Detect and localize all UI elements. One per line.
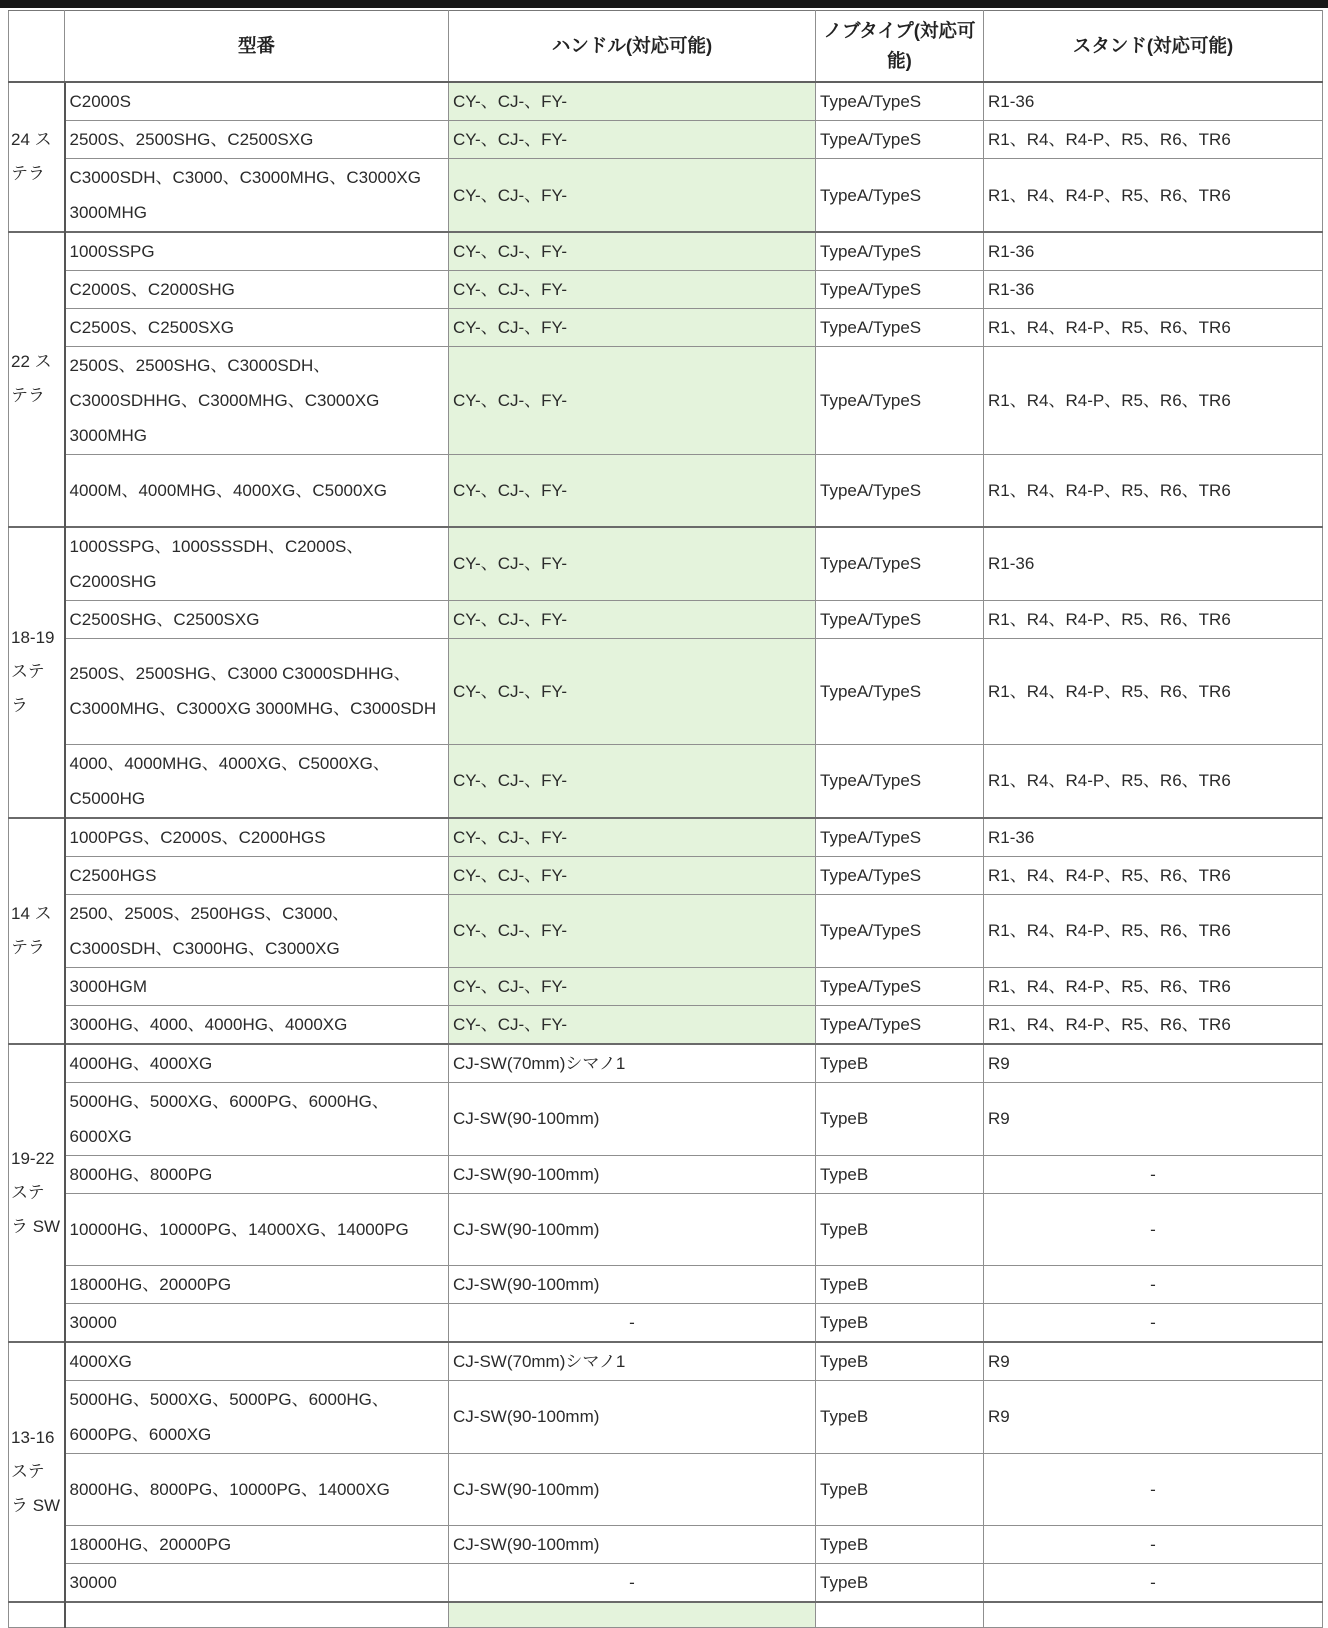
stand-cell: R1-36 <box>984 271 1323 309</box>
handle-cell: CY-、CJ-、FY- <box>449 638 816 744</box>
knob-cell: TypeA/TypeS <box>816 82 984 121</box>
model-cell: 2500S、2500SHG、C2500SXG <box>65 121 449 159</box>
model-cell: 8000HG、8000PG、10000PG、14000XG <box>65 1453 449 1525</box>
handle-cell: CY-、CJ-、FY- <box>449 967 816 1005</box>
stand-cell: - <box>984 1265 1323 1303</box>
stand-cell: R1、R4、R4-P、R5、R6、TR6 <box>984 159 1323 233</box>
handle-cell: - <box>449 1303 816 1342</box>
model-cell: 2500S、2500SHG、C3000SDH、C3000SDHHG、C3000MHG、C3000XG 3000MHG <box>65 347 449 455</box>
knob-cell: TypeA/TypeS <box>816 527 984 601</box>
knob-cell: TypeB <box>816 1563 984 1602</box>
knob-cell: TypeB <box>816 1082 984 1155</box>
table-row <box>9 527 1323 601</box>
model-cell: 2500S、2500SHG、C3000 C3000SDHHG、C3000MHG、C3000XG 3000MHG、C3000SDH <box>65 638 449 744</box>
handle-cell: CY-、CJ-、FY- <box>449 600 816 638</box>
table-row <box>9 638 1323 744</box>
table-row <box>9 967 1323 1005</box>
handle-cell: - <box>449 1563 816 1602</box>
table-row <box>9 856 1323 894</box>
knob-cell: TypeA/TypeS <box>816 121 984 159</box>
handle-cell <box>449 1602 816 1628</box>
table-row <box>9 744 1323 818</box>
model-cell: 4000、4000MHG、4000XG、C5000XG、C5000HG <box>65 744 449 818</box>
model-cell: 1000SSPG、1000SSSDH、C2000S、C2000SHG <box>65 527 449 601</box>
model-cell: 18000HG、20000PG <box>65 1525 449 1563</box>
handle-cell: CY-、CJ-、FY- <box>449 232 816 271</box>
knob-cell: TypeB <box>816 1265 984 1303</box>
model-cell: C3000SDH、C3000、C3000MHG、C3000XG 3000MHG <box>65 159 449 233</box>
stand-cell: - <box>984 1193 1323 1265</box>
model-cell: 4000HG、4000XG <box>65 1044 449 1083</box>
handle-cell: CY-、CJ-、FY- <box>449 856 816 894</box>
table-row <box>9 1044 1323 1083</box>
model-cell: 10000HG、10000PG、14000XG、14000PG <box>65 1193 449 1265</box>
model-cell: C2000S <box>65 82 449 121</box>
table-row <box>9 82 1323 121</box>
stand-cell: R1-36 <box>984 527 1323 601</box>
handle-cell: CY-、CJ-、FY- <box>449 527 816 601</box>
model-cell: 3000HGM <box>65 967 449 1005</box>
handle-cell: CJ-SW(90-100mm) <box>449 1193 816 1265</box>
model-cell: 1000SSPG <box>65 232 449 271</box>
stand-cell: - <box>984 1303 1323 1342</box>
model-cell <box>65 1602 449 1628</box>
knob-cell: TypeA/TypeS <box>816 894 984 967</box>
stand-cell: R1、R4、R4-P、R5、R6、TR6 <box>984 894 1323 967</box>
knob-cell: TypeA/TypeS <box>816 455 984 527</box>
handle-cell: CY-、CJ-、FY- <box>449 159 816 233</box>
table-row <box>9 271 1323 309</box>
knob-cell: TypeA/TypeS <box>816 309 984 347</box>
knob-cell: TypeA/TypeS <box>816 967 984 1005</box>
handle-cell: CY-、CJ-、FY- <box>449 347 816 455</box>
model-cell: 5000HG、5000XG、5000PG、6000HG、6000PG、6000XG <box>65 1380 449 1453</box>
table-row <box>9 1005 1323 1044</box>
group-label-cell <box>9 1602 65 1628</box>
model-cell: 18000HG、20000PG <box>65 1265 449 1303</box>
table-header <box>9 11 1323 83</box>
knob-cell: TypeA/TypeS <box>816 744 984 818</box>
handle-cell: CY-、CJ-、FY- <box>449 818 816 857</box>
table-row-cutoff <box>9 1602 1323 1628</box>
knob-cell: TypeA/TypeS <box>816 818 984 857</box>
model-cell: C2500HGS <box>65 856 449 894</box>
stand-cell: R9 <box>984 1342 1323 1381</box>
table-body <box>9 82 1323 1628</box>
table-row <box>9 1303 1323 1342</box>
model-cell: 1000PGS、C2000S、C2000HGS <box>65 818 449 857</box>
header-group-cell <box>9 11 65 83</box>
model-cell: C2500S、C2500SXG <box>65 309 449 347</box>
stand-cell: R1-36 <box>984 82 1323 121</box>
model-cell: C2500SHG、C2500SXG <box>65 600 449 638</box>
stand-cell: R1、R4、R4-P、R5、R6、TR6 <box>984 638 1323 744</box>
handle-cell: CY-、CJ-、FY- <box>449 271 816 309</box>
knob-cell: TypeB <box>816 1303 984 1342</box>
handle-cell: CJ-SW(90-100mm) <box>449 1380 816 1453</box>
table-row <box>9 818 1323 857</box>
model-cell: 8000HG、8000PG <box>65 1155 449 1193</box>
table-row <box>9 1082 1323 1155</box>
stand-cell: R1、R4、R4-P、R5、R6、TR6 <box>984 856 1323 894</box>
group-label-cell: 22 ステラ <box>9 232 65 527</box>
handle-cell: CJ-SW(90-100mm) <box>449 1265 816 1303</box>
top-border-bar <box>0 0 1328 8</box>
stand-cell: R9 <box>984 1044 1323 1083</box>
handle-cell: CY-、CJ-、FY- <box>449 121 816 159</box>
header-stand: スタンド(対応可能) <box>984 11 1323 83</box>
table-row <box>9 1155 1323 1193</box>
knob-cell <box>816 1602 984 1628</box>
table-row <box>9 1453 1323 1525</box>
model-cell: C2000S、C2000SHG <box>65 271 449 309</box>
knob-cell: TypeA/TypeS <box>816 232 984 271</box>
handle-cell: CJ-SW(90-100mm) <box>449 1155 816 1193</box>
table-row <box>9 1193 1323 1265</box>
stand-cell: R1、R4、R4-P、R5、R6、TR6 <box>984 744 1323 818</box>
stand-cell: R1、R4、R4-P、R5、R6、TR6 <box>984 967 1323 1005</box>
model-cell: 4000XG <box>65 1342 449 1381</box>
handle-cell: CY-、CJ-、FY- <box>449 1005 816 1044</box>
knob-cell: TypeB <box>816 1193 984 1265</box>
model-cell: 5000HG、5000XG、6000PG、6000HG、6000XG <box>65 1082 449 1155</box>
knob-cell: TypeB <box>816 1342 984 1381</box>
stand-cell: - <box>984 1525 1323 1563</box>
table-row <box>9 455 1323 527</box>
table-row <box>9 1265 1323 1303</box>
handle-cell: CY-、CJ-、FY- <box>449 309 816 347</box>
header-handle: ハンドル(対応可能) <box>449 11 816 83</box>
knob-cell: TypeA/TypeS <box>816 347 984 455</box>
handle-cell: CJ-SW(90-100mm) <box>449 1453 816 1525</box>
group-label-cell: 18-19 ステラ <box>9 527 65 818</box>
knob-cell: TypeB <box>816 1380 984 1453</box>
model-cell: 30000 <box>65 1303 449 1342</box>
handle-cell: CY-、CJ-、FY- <box>449 744 816 818</box>
knob-cell: TypeA/TypeS <box>816 1005 984 1044</box>
knob-cell: TypeA/TypeS <box>816 600 984 638</box>
handle-cell: CJ-SW(70mm)シマノ1 <box>449 1342 816 1381</box>
stand-cell: R1-36 <box>984 232 1323 271</box>
model-cell: 3000HG、4000、4000HG、4000XG <box>65 1005 449 1044</box>
handle-cell: CY-、CJ-、FY- <box>449 82 816 121</box>
stand-cell: R1-36 <box>984 818 1323 857</box>
knob-cell: TypeA/TypeS <box>816 638 984 744</box>
stand-cell: - <box>984 1563 1323 1602</box>
stand-cell: - <box>984 1155 1323 1193</box>
model-cell: 30000 <box>65 1563 449 1602</box>
stand-cell: R1、R4、R4-P、R5、R6、TR6 <box>984 121 1323 159</box>
header-knob: ノブタイプ(対応可能) <box>816 11 984 83</box>
table-row <box>9 1525 1323 1563</box>
table-row <box>9 121 1323 159</box>
stand-cell: R1、R4、R4-P、R5、R6、TR6 <box>984 1005 1323 1044</box>
knob-cell: TypeA/TypeS <box>816 856 984 894</box>
handle-cell: CJ-SW(90-100mm) <box>449 1082 816 1155</box>
knob-cell: TypeA/TypeS <box>816 271 984 309</box>
handle-cell: CY-、CJ-、FY- <box>449 455 816 527</box>
group-label-cell: 13-16 ステラ SW <box>9 1342 65 1602</box>
stand-cell <box>984 1602 1323 1628</box>
table-row <box>9 232 1323 271</box>
knob-cell: TypeB <box>816 1155 984 1193</box>
stand-cell: R9 <box>984 1082 1323 1155</box>
stand-cell: R9 <box>984 1380 1323 1453</box>
table-row <box>9 1380 1323 1453</box>
stand-cell: - <box>984 1453 1323 1525</box>
knob-cell: TypeB <box>816 1044 984 1083</box>
table-row <box>9 159 1323 233</box>
handle-cell: CJ-SW(90-100mm) <box>449 1525 816 1563</box>
header-row <box>9 11 1323 83</box>
group-label-cell: 14 ステラ <box>9 818 65 1044</box>
table-row <box>9 894 1323 967</box>
table-row <box>9 1563 1323 1602</box>
group-label-cell: 24 ステラ <box>9 82 65 232</box>
handle-cell: CY-、CJ-、FY- <box>449 894 816 967</box>
model-cell: 2500、2500S、2500HGS、C3000、C3000SDH、C3000HG、C3000XG <box>65 894 449 967</box>
table-row <box>9 309 1323 347</box>
header-model: 型番 <box>65 11 449 83</box>
stand-cell: R1、R4、R4-P、R5、R6、TR6 <box>984 455 1323 527</box>
model-cell: 4000M、4000MHG、4000XG、C5000XG <box>65 455 449 527</box>
stand-cell: R1、R4、R4-P、R5、R6、TR6 <box>984 309 1323 347</box>
knob-cell: TypeA/TypeS <box>816 159 984 233</box>
knob-cell: TypeB <box>816 1525 984 1563</box>
table-row <box>9 1342 1323 1381</box>
stand-cell: R1、R4、R4-P、R5、R6、TR6 <box>984 347 1323 455</box>
compatibility-table <box>8 10 1323 1628</box>
group-label-cell: 19-22 ステラ SW <box>9 1044 65 1342</box>
table-row <box>9 600 1323 638</box>
knob-cell: TypeB <box>816 1453 984 1525</box>
table-row <box>9 347 1323 455</box>
stand-cell: R1、R4、R4-P、R5、R6、TR6 <box>984 600 1323 638</box>
handle-cell: CJ-SW(70mm)シマノ1 <box>449 1044 816 1083</box>
